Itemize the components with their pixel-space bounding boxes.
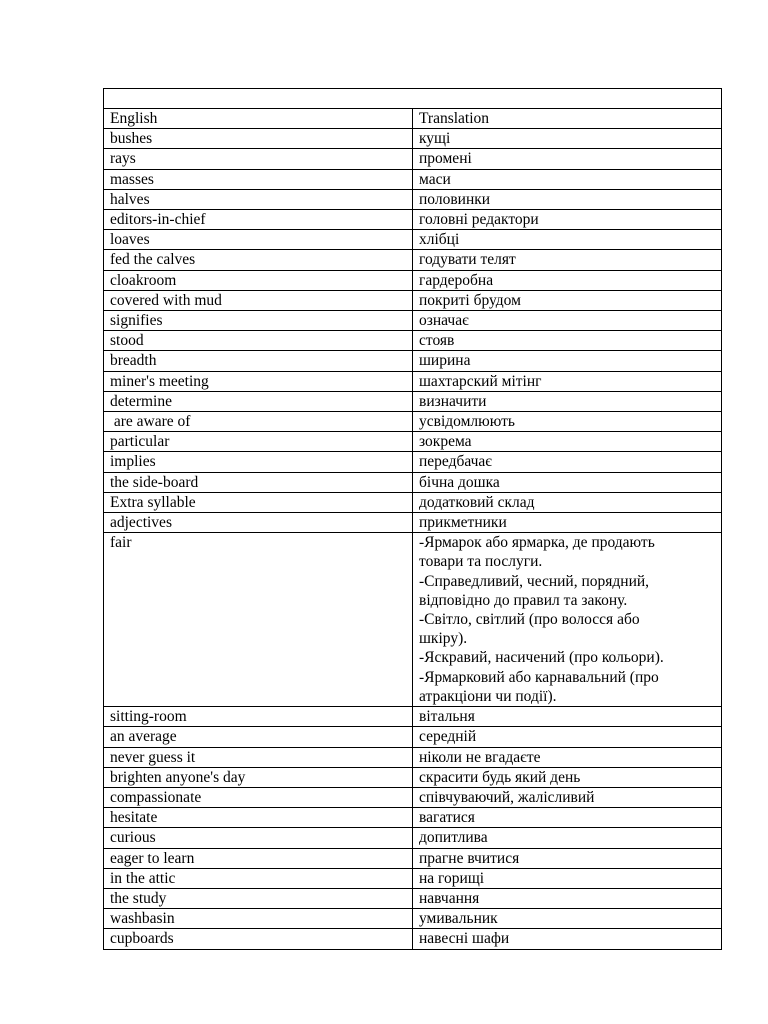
english-cell: brighten anyone's day xyxy=(104,767,413,787)
table-row xyxy=(104,452,722,472)
translation-cell: хлібці xyxy=(413,230,722,250)
table-row xyxy=(104,230,722,250)
translation-line: -Ярмарок або ярмарка, де продають xyxy=(419,534,655,552)
table-row xyxy=(104,909,722,929)
english-cell: compassionate xyxy=(104,787,413,807)
translation-cell: ніколи не вгадаєте xyxy=(413,747,722,767)
english-cell: bushes xyxy=(104,129,413,149)
table-row xyxy=(104,808,722,828)
translation-cell: вітальня xyxy=(413,707,722,727)
english-cell: fair xyxy=(104,533,413,707)
english-cell: stood xyxy=(104,331,413,351)
english-cell: washbasin xyxy=(104,909,413,929)
table-row xyxy=(104,492,722,512)
table-row xyxy=(104,391,722,411)
translation-cell-multiline xyxy=(413,533,722,707)
empty-top-row xyxy=(104,89,722,109)
translation-cell: допитлива xyxy=(413,828,722,848)
table-row xyxy=(104,290,722,310)
translation-cell: додатковий склад xyxy=(413,492,722,512)
english-cell: signifies xyxy=(104,311,413,331)
table-row xyxy=(104,747,722,767)
english-cell: halves xyxy=(104,189,413,209)
english-cell: particular xyxy=(104,432,413,452)
table-row xyxy=(104,787,722,807)
translation-cell: означає xyxy=(413,311,722,331)
translation-line: -Світло, світлий (про волосся або xyxy=(419,611,640,629)
translation-cell: вагатися xyxy=(413,808,722,828)
translation-cell: зокрема xyxy=(413,432,722,452)
translation-cell: ширина xyxy=(413,351,722,371)
english-cell: curious xyxy=(104,828,413,848)
table-row xyxy=(104,412,722,432)
translation-line: атракціони чи події). xyxy=(419,687,557,705)
english-cell: hesitate xyxy=(104,808,413,828)
header-translation: Translation xyxy=(413,109,722,129)
english-cell: loaves xyxy=(104,230,413,250)
vocabulary-table xyxy=(103,88,722,950)
translation-cell: передбачає xyxy=(413,452,722,472)
translation-cell: промені xyxy=(413,149,722,169)
translation-cell: визначити xyxy=(413,391,722,411)
translation-cell: на горищі xyxy=(413,868,722,888)
table-row xyxy=(104,929,722,949)
translation-cell: кущі xyxy=(413,129,722,149)
translation-cell: шахтарский мітінг xyxy=(413,371,722,391)
english-cell: editors-in-chief xyxy=(104,210,413,230)
table-row xyxy=(104,513,722,533)
table-row xyxy=(104,767,722,787)
table-row xyxy=(104,472,722,492)
translation-cell: годувати телят xyxy=(413,250,722,270)
table-row xyxy=(104,868,722,888)
table-row xyxy=(104,250,722,270)
english-cell: cupboards xyxy=(104,929,413,949)
table-row xyxy=(104,331,722,351)
table-row xyxy=(104,149,722,169)
translation-line: -Яскравий, насичений (про кольори). xyxy=(419,649,664,667)
english-cell: the study xyxy=(104,888,413,908)
english-cell: never guess it xyxy=(104,747,413,767)
empty-cell xyxy=(104,89,722,109)
translation-cell: скрасити будь який день xyxy=(413,767,722,787)
english-cell: the side-board xyxy=(104,472,413,492)
english-cell: in the attic xyxy=(104,868,413,888)
table-row xyxy=(104,189,722,209)
translation-cell: прагне вчитися xyxy=(413,848,722,868)
translation-cell: бічна дошка xyxy=(413,472,722,492)
english-cell: cloakroom xyxy=(104,270,413,290)
translation-cell: прикметники xyxy=(413,513,722,533)
english-cell: breadth xyxy=(104,351,413,371)
english-cell: eager to learn xyxy=(104,848,413,868)
translation-cell: гардеробна xyxy=(413,270,722,290)
translation-line: -Ярмарковий або карнавальний (про xyxy=(419,668,659,686)
english-cell: fed the calves xyxy=(104,250,413,270)
table-row xyxy=(104,707,722,727)
table-row xyxy=(104,828,722,848)
header-row xyxy=(104,109,722,129)
table-row xyxy=(104,848,722,868)
translation-cell: покриті брудом xyxy=(413,290,722,310)
header-english: English xyxy=(104,109,413,129)
table-row xyxy=(104,210,722,230)
english-cell: sitting-room xyxy=(104,707,413,727)
table-row xyxy=(104,888,722,908)
translation-cell: середній xyxy=(413,727,722,747)
english-cell: masses xyxy=(104,169,413,189)
table-row xyxy=(104,371,722,391)
translation-line: -Справедливий, чесний, порядний, xyxy=(419,572,650,590)
translation-cell: головні редактори xyxy=(413,210,722,230)
english-cell: an average xyxy=(104,727,413,747)
translation-cell: половинки xyxy=(413,189,722,209)
english-cell: are aware of xyxy=(104,412,413,432)
table-row xyxy=(104,270,722,290)
table-row xyxy=(104,351,722,371)
translation-line: відповідно до правил та закону. xyxy=(419,591,628,609)
translation-cell: умивальник xyxy=(413,909,722,929)
translation-cell: навесні шафи xyxy=(413,929,722,949)
english-cell: miner's meeting xyxy=(104,371,413,391)
translation-line: товари та послуги. xyxy=(419,553,543,571)
english-cell: rays xyxy=(104,149,413,169)
table-row xyxy=(104,169,722,189)
translation-cell: навчання xyxy=(413,888,722,908)
translation-cell: стояв xyxy=(413,331,722,351)
english-cell: implies xyxy=(104,452,413,472)
table-row xyxy=(104,311,722,331)
table-row xyxy=(104,432,722,452)
translation-cell: співчуваючий, жалісливий xyxy=(413,787,722,807)
english-cell: covered with mud xyxy=(104,290,413,310)
english-cell: determine xyxy=(104,391,413,411)
table-row-fair xyxy=(104,533,722,707)
table-row xyxy=(104,129,722,149)
english-cell: Extra syllable xyxy=(104,492,413,512)
translation-cell: усвідомлюють xyxy=(413,412,722,432)
translation-line: шкіру). xyxy=(419,630,468,648)
table-row xyxy=(104,727,722,747)
translation-cell: маси xyxy=(413,169,722,189)
english-cell: adjectives xyxy=(104,513,413,533)
